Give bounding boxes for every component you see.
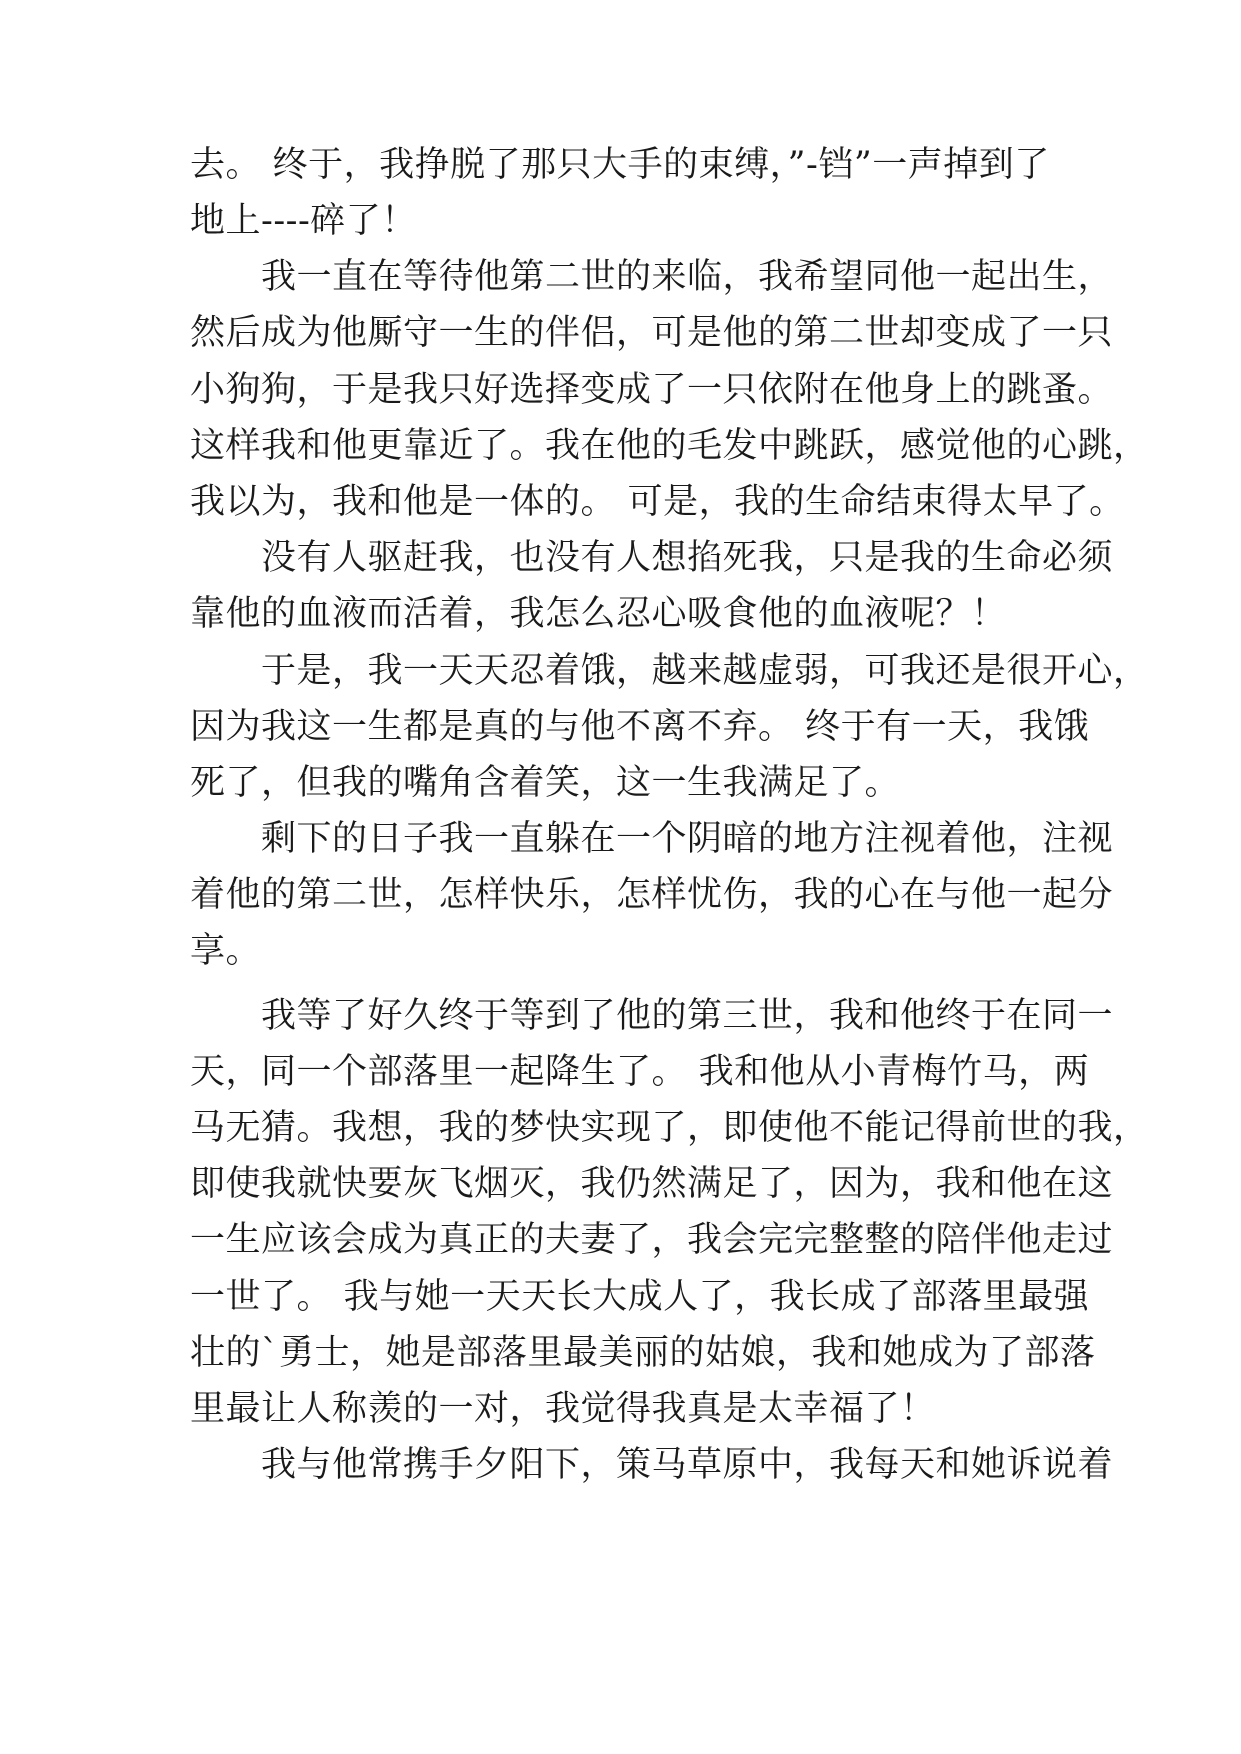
text-line: 我一直在等待他第二世的来临，我希望同他一起出生， [190,257,1114,297]
text-line: 即使我就快要灰飞烟灭，我仍然满足了，因为，我和他在这 [190,1164,1114,1204]
text-line: 于是，我一天天忍着饿，越来越虚弱，可我还是很开心， [190,651,1149,691]
text-line: 一世了。 我与她一天天长大成人了，我长成了部落里最强 [190,1277,1090,1317]
text-line: 我以为，我和他是一体的。 可是，我的生命结束得太早了。 [190,482,1125,522]
text-line: 然后成为他厮守一生的伴侣，可是他的第二世却变成了一只 [190,313,1114,353]
text-line: 靠他的血液而活着，我怎么忍心吸食他的血液呢？！ [190,594,1007,634]
text-line: 一生应该会成为真正的夫妻了，我会完完整整的陪伴他走过 [190,1220,1114,1260]
text-line: 享。 [190,931,262,971]
text-line: 我等了好久终于等到了他的第三世，我和他终于在同一 [190,996,1114,1036]
text-line: 小狗狗，于是我只好选择变成了一只依附在他身上的跳蚤。 [190,370,1114,410]
text-line: 壮的`勇士，她是部落里最美丽的姑娘，我和她成为了部落 [190,1333,1096,1373]
text-line: 死了，但我的嘴角含着笑，这一生我满足了。 [190,763,901,803]
text-line: 马无猜。我想，我的梦快实现了，即使他不能记得前世的我， [190,1108,1149,1148]
text-line: 这样我和他更靠近了。我在他的毛发中跳跃，感觉他的心跳， [190,426,1149,466]
text-line: 我与他常携手夕阳下，策马草原中，我每天和她诉说着 [190,1445,1114,1485]
text-line: 剩下的日子我一直躲在一个阴暗的地方注视着他，注视 [190,819,1114,859]
text-line: 因为我这一生都是真的与他不离不弃。 终于有一天，我饿 [190,707,1090,747]
text-line: 里最让人称羡的一对，我觉得我真是太幸福了！ [190,1389,936,1429]
text-line: 去。 终于，我挣脱了那只大手的束缚，”-铛”一声掉到了 [190,145,1050,185]
text-line: 天，同一个部落里一起降生了。 我和他从小青梅竹马，两 [190,1052,1090,1092]
text-line: 没有人驱赶我，也没有人想掐死我，只是我的生命必须 [190,538,1114,578]
text-line: 地上----碎了！ [190,201,417,241]
text-line: 着他的第二世，怎样快乐，怎样忧伤，我的心在与他一起分 [190,875,1114,915]
